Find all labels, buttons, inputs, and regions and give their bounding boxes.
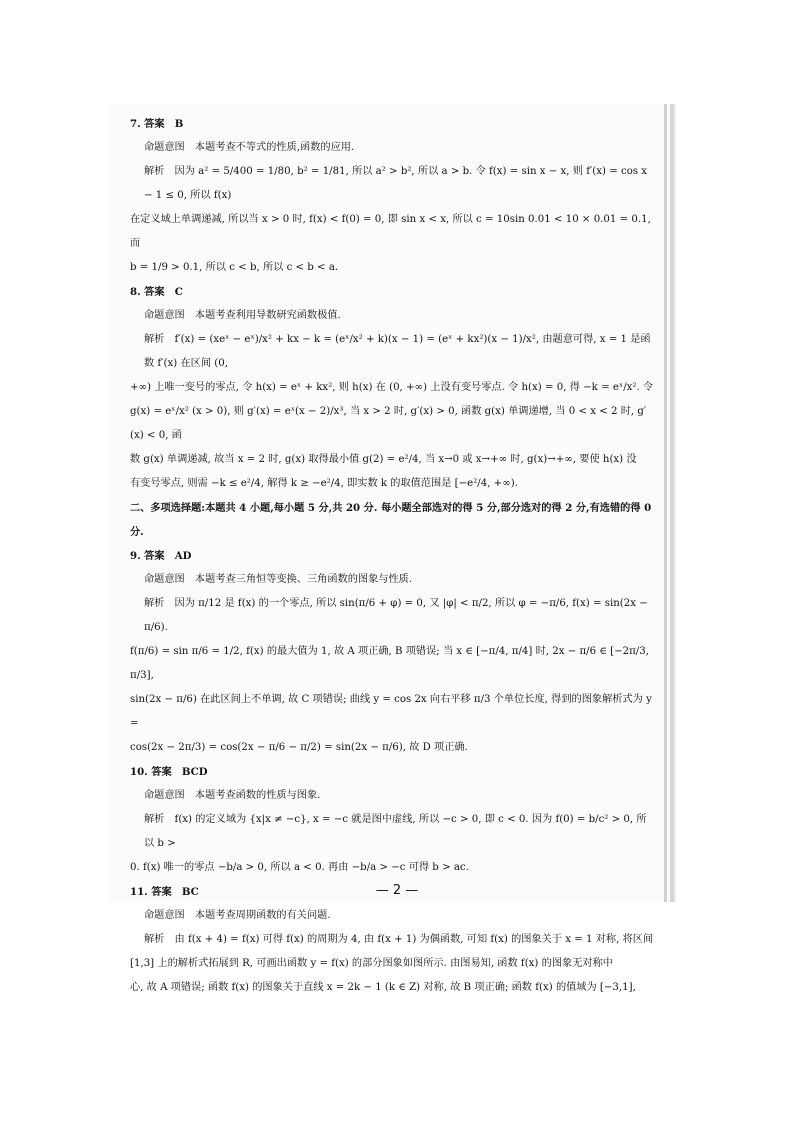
paragraph-line: 解析 由 f(x + 4) = f(x) 可得 f(x) 的周期为 4, 由 f(x + 1) 为偶函数, 可知 f(x) 的图象关于 x = 1 对称, 将区间 — [144, 934, 654, 945]
paragraph-line: 命题意图 本题考查函数的性质与图象. — [144, 790, 321, 801]
paragraph-line: +∞) 上唯一变号的零点, 令 h(x) = eˣ + kx², 则 h(x) 在 (0, +∞) 上没有变号零点. 令 h(x) = 0, 得 −k = eˣ/x². 令 — [130, 382, 654, 393]
answer-heading: 10. 答案 BCD — [130, 766, 208, 778]
paragraph-line: 解析 f(x) 的定义域为 {x|x ≠ −c}, x = −c 就是图中虚线, 所以 −c > 0, 即 c < 0. 因为 f(0) = b/c² > 0, 所以 b > — [144, 814, 647, 849]
paragraph-line: 0. f(x) 唯一的零点 −b/a > 0, 所以 a < 0. 再由 −b/a > −c 可得 b > ac. — [130, 862, 469, 873]
page-number: — 2 — — [375, 883, 419, 898]
paragraph-line: 命题意图 本题考查不等式的性质,函数的应用. — [144, 142, 355, 153]
answer-heading: 8. 答案 C — [130, 286, 183, 298]
answer-heading: 11. 答案 BC — [130, 886, 199, 898]
paragraph-line: b = 1/9 > 0.1, 所以 c < b, 所以 c < b < a. — [130, 262, 339, 273]
page-edge — [664, 104, 667, 902]
paragraph-line: cos(2x − 2π/3) = cos(2x − π/6 − π/2) = sin(2x − π/6), 故 D 项正确. — [130, 742, 468, 753]
paragraph-line: [1,3] 上的解析式拓展到 R, 可画出函数 y = f(x) 的部分图象如图所示. 由图易知, 函数 f(x) 的图象无对称中 — [130, 958, 613, 969]
answer-heading: 7. 答案 B — [130, 118, 184, 130]
paragraph-line: 解析 因为 π/12 是 f(x) 的一个零点, 所以 sin(π/6 + φ) = 0, 又 |φ| < π/2, 所以 φ = −π/6, f(x) = sin(2x − π/6). — [144, 598, 648, 633]
paragraph-line: sin(2x − π/6) 在此区间上不单调, 故 C 项错误; 曲线 y = cos 2x 向右平移 π/3 个单位长度, 得到的图象解析式为 y = — [130, 694, 652, 729]
paragraph-line: 解析 因为 a² = 5/400 = 1/80, b² = 1/81, 所以 a² > b², 所以 a > b. 令 f(x) = sin x − x, 则 f′(x) = cos x − 1 ≤ 0, 所以 f(x) — [144, 166, 648, 201]
paragraph-line: 命题意图 本题考查周期函数的有关问题. — [144, 910, 331, 921]
paragraph-line: 解析 f′(x) = (xeˣ − eˣ)/x² + kx − k = (eˣ/x² + k)(x − 1) = (eˣ + kx²)(x − 1)/x², 由题意可得, x = 1 是函数 f′(x) 在区间 (0, — [144, 334, 651, 369]
answer-heading: 9. 答案 AD — [130, 550, 192, 562]
paragraph-line: 在定义域上单调递减, 所以当 x > 0 时, f(x) < f(0) = 0, 即 sin x < x, 所以 c = 10sin 0.01 < 10 × 0.01 = 0.1, 而 — [130, 214, 651, 249]
paragraph-line: 命题意图 本题考查三角恒等变换、三角函数的图象与性质. — [144, 574, 413, 585]
paragraph-line: 有变号零点, 则需 −k ≤ e²/4, 解得 k ≥ −e²/4, 即实数 k 的取值范围是 [−e²/4, +∞). — [130, 478, 518, 489]
paragraph-line: f(π/6) = sin π/6 = 1/2, f(x) 的最大值为 1, 故 A 项正确, B 项错误; 当 x ∈ [−π/4, π/4] 时, 2x − π/6 ∈ [−2π/3, π/3], — [130, 646, 649, 681]
paragraph-line: g(x) = eˣ/x² (x > 0), 则 g′(x) = eˣ(x − 2)/x³, 当 x > 2 时, g′(x) > 0, 函数 g(x) 单调递增, 当 0 < x < 2 时, g′(x) < 0, 函 — [130, 406, 647, 441]
paragraph-line: 心, 故 A 项错误; 函数 f(x) 的图象关于直线 x = 2k − 1 (k ∈ Z) 对称, 故 B 项正确; 函数 f(x) 的值域为 [−3,1], — [130, 982, 636, 993]
section-heading: 二、多项选择题:本题共 4 小题,每小题 5 分,共 20 分. 每小题全部选对的得 5 分,部分选对的得 2 分,有选错的得 0 分. — [130, 502, 652, 538]
paragraph-line: 数 g(x) 单调递减, 故当 x = 2 时, g(x) 取得最小值 g(2) = e²/4, 当 x→0 或 x→+∞ 时, g(x)→+∞, 要使 h(x) 没 — [130, 454, 637, 465]
document-body — [130, 112, 656, 1000]
paragraph-line: 命题意图 本题考查利用导数研究函数极值. — [144, 310, 341, 321]
